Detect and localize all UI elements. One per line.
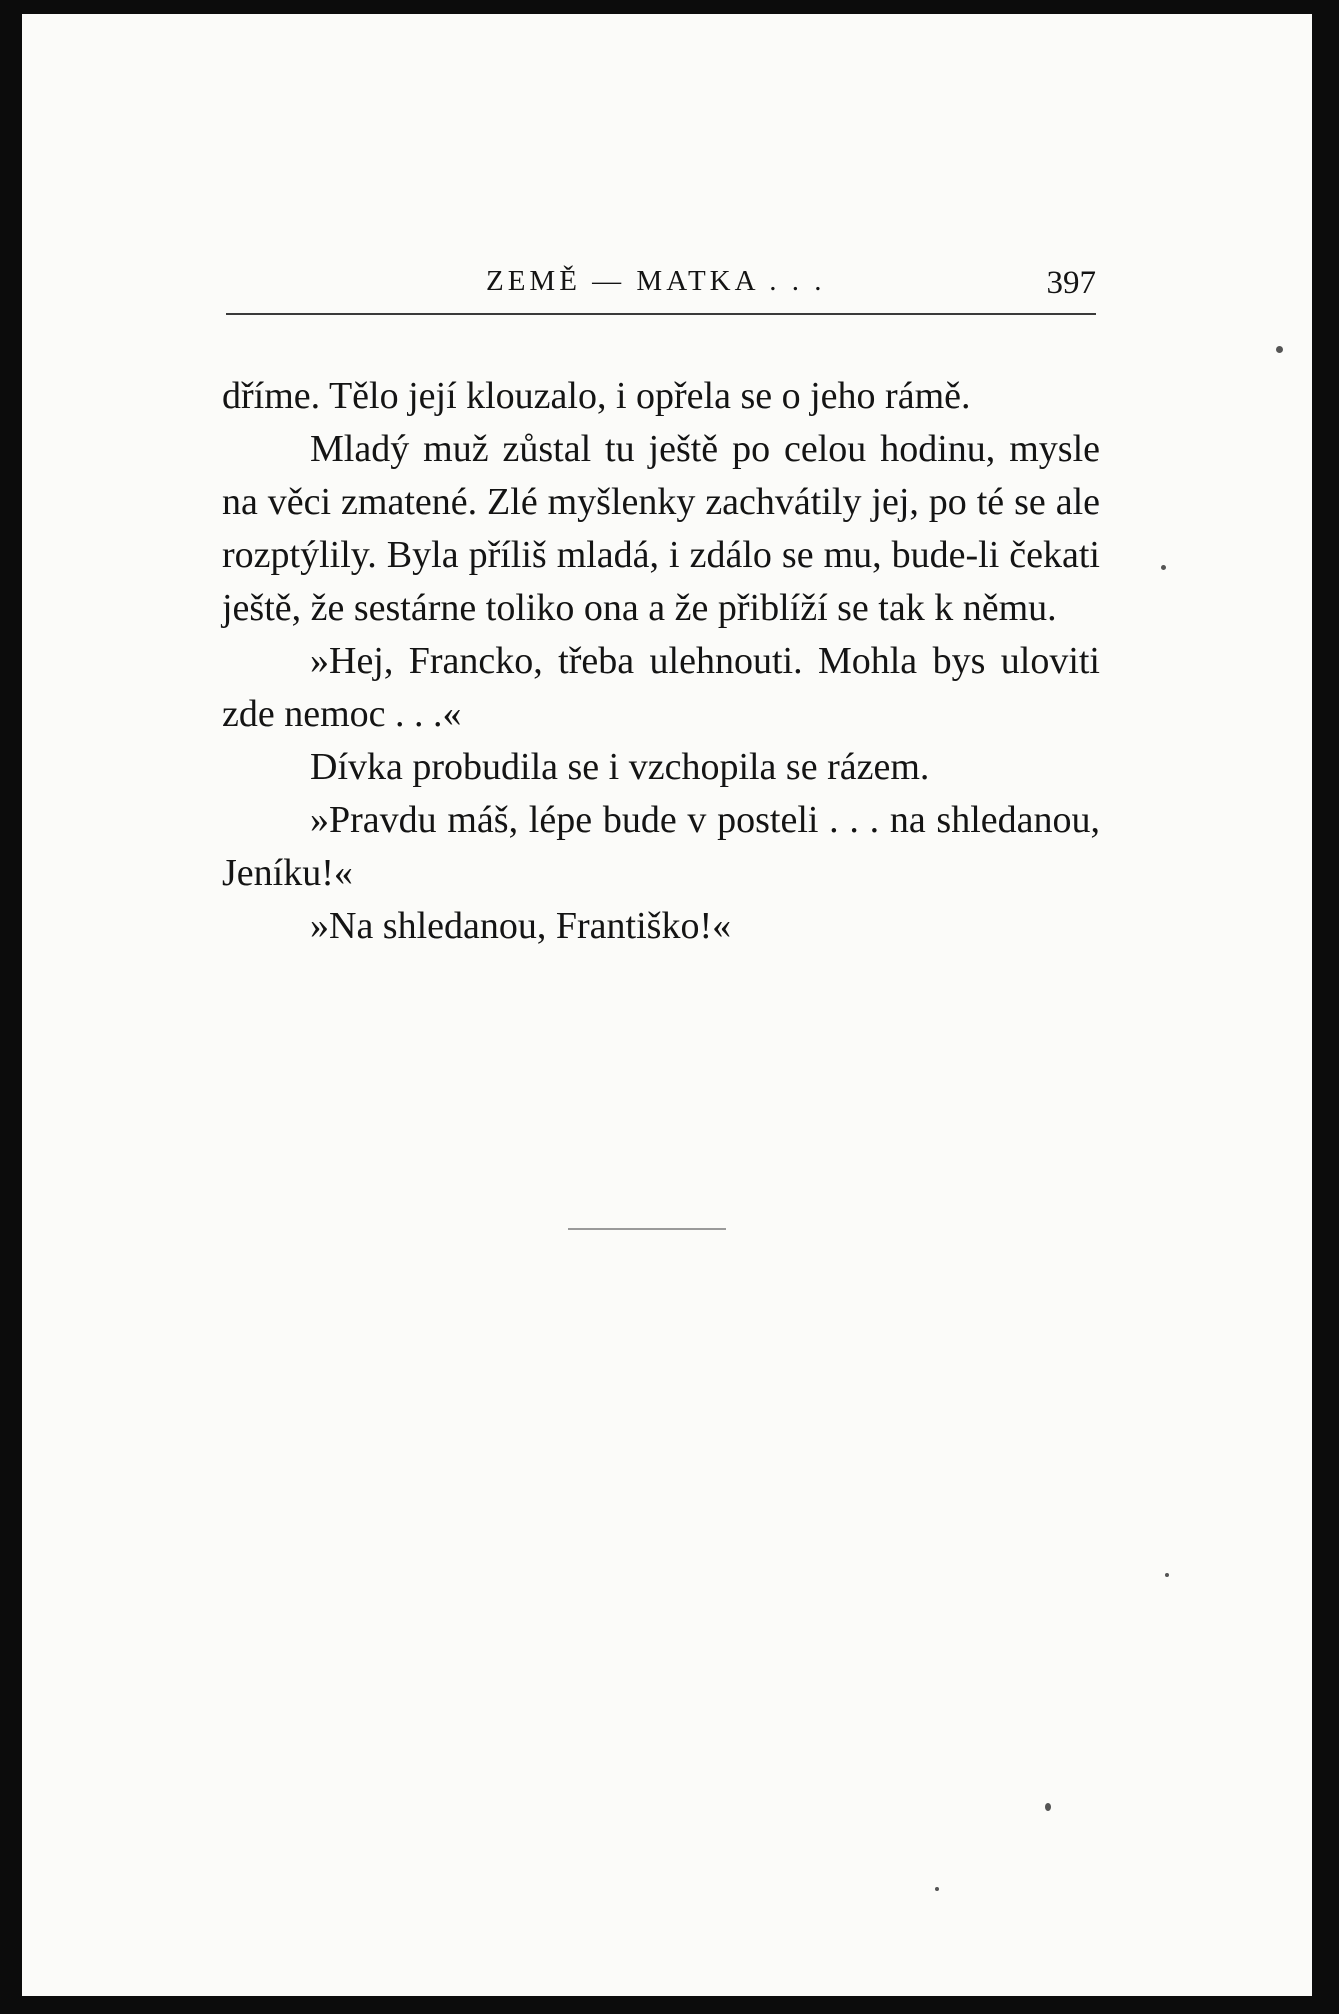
paragraph: »Hej, Francko, třeba ulehnouti. Mohla bys uloviti zde nemoc . . .« [222,640,1100,735]
print-speck [1161,565,1166,570]
paragraph: »Pravdu máš, lépe bude v posteli . . . na shledanou, Jeníku!« [222,799,1100,894]
page-number: 397 [1046,265,1096,301]
body-text [222,370,1100,953]
page-header [226,255,1096,315]
paragraph: »Na shledanou, Františko!« [310,905,732,947]
running-head: ZEMĚ — MATKA . . . [486,265,826,297]
print-speck [1276,346,1283,353]
header-rule [226,313,1096,315]
print-speck [935,1887,939,1891]
paragraph: Dívka probudila se i vzchopila se rázem. [310,746,930,788]
paragraph: Mladý muž zůstal tu ještě po celou hodinu, mysle na věci zmatené. Zlé myšlenky zachvátily jej, po té se ale rozptýlily. Byla příliš mladá, i zdálo se mu, bude-li čekati ještě, že sestárne toliko ona a že přiblíží se tak k němu. [222,428,1100,629]
print-speck [1045,1803,1051,1811]
print-speck [1165,1573,1169,1577]
end-rule [568,1228,726,1230]
paragraph: dříme. Tělo její klouzalo, i opřela se o jeho rámě. [222,375,971,417]
